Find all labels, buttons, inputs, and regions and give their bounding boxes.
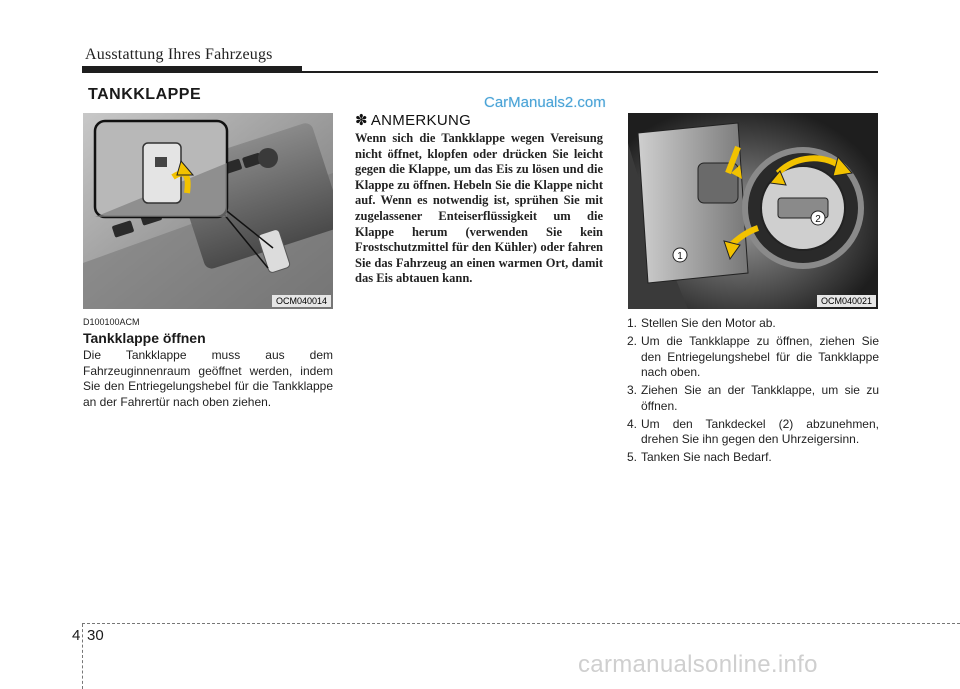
chapter-number: 4 (72, 627, 81, 644)
note-heading-label: ANMERKUNG (370, 112, 472, 129)
list-item: 4. Um den Tankdeckel (2) abzunehmen, drehen Sie ihn gegen den Uhrzeigersinn. (627, 416, 879, 446)
running-header: Ausstattung Ihres Fahrzeugs (85, 46, 273, 63)
body-paragraph: Die Tankklappe muss aus dem Fahrzeuginnenraum geöffnet werden, indem Sie den Entriegelungshebel für die Tankklappe an der Fahrertür nach oben ziehen. (83, 348, 333, 409)
section-title: TANKKLAPPE (88, 86, 202, 103)
figure-caption: OCM040021 (817, 295, 876, 307)
callout-1: 1 (677, 251, 683, 262)
fuel-door-figure (628, 113, 878, 309)
footer-divider (82, 624, 83, 689)
door-panel-figure (83, 113, 333, 309)
note-star-icon: ✽ (355, 112, 368, 129)
steps-list (627, 316, 879, 468)
watermark-footer[interactable]: carmanualsonline.info (578, 651, 818, 678)
list-item: 5. Tanken Sie nach Bedarf. (627, 450, 772, 464)
list-item: 1. Stellen Sie den Motor ab. (627, 316, 776, 330)
note-paragraph: Wenn sich die Tankklappe wegen Vereisung nicht öffnet, klopfen oder drücken Sie leicht gegen die Klappe, um das Eis zu lösen und die Klappe zu öffnen. Hebeln Sie die Klappe nicht auf. Wenn es notwendig ist, sprühen Sie mit zugelassener Enteiserflüssigkeit um die Klappe herum (verwenden Sie kein Frostschutzmittel für den Kühler) oder fahren Sie das Fahrzeug an einen warmen Ort, damit das Eis abtauen kann. (355, 131, 603, 286)
fuel-door-illustration (628, 113, 878, 309)
door-panel-illustration (83, 113, 333, 309)
callout-2: 2 (815, 214, 821, 225)
subheading: Tankklappe öffnen (83, 330, 206, 346)
watermark-link[interactable]: CarManuals2.com (484, 94, 606, 111)
list-item: 2. Um die Tankklappe zu öffnen, ziehen Sie den Entriegelungshebel für die Tankklappe nach oben. (627, 334, 879, 379)
section-code: D100100ACM (83, 317, 140, 327)
footer-rule (82, 623, 960, 624)
note-heading (355, 111, 471, 129)
list-item: 3. Ziehen Sie an der Tankklappe, um sie zu öffnen. (627, 383, 879, 413)
page-number: 30 (87, 627, 104, 644)
figure-caption: OCM040014 (272, 295, 331, 307)
header-rule (82, 71, 878, 73)
